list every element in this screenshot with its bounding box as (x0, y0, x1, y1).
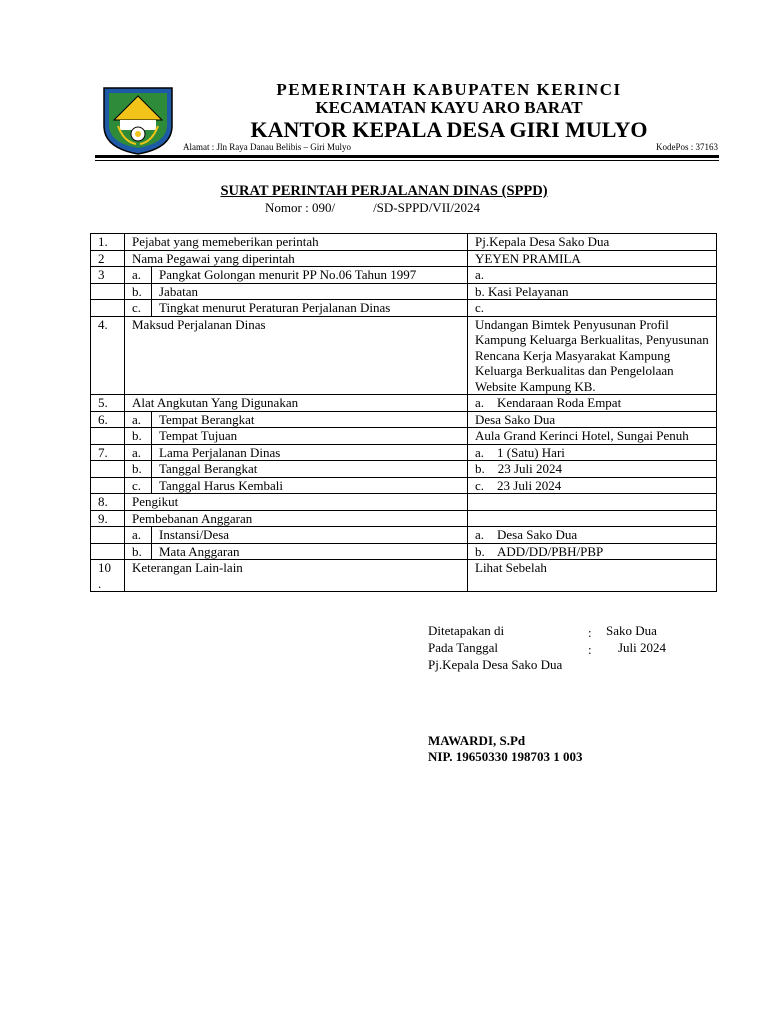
row-label: Tanggal Berangkat (152, 461, 468, 478)
row-number: 3 (91, 267, 125, 284)
row-sub-letter: b. (125, 461, 152, 478)
table-row (91, 560, 717, 592)
row-label: Pengikut (125, 494, 468, 511)
tanggal-label: Pada Tanggal (428, 640, 498, 655)
header-rule-thin (95, 160, 719, 161)
table-row (91, 461, 717, 478)
row-label: Jabatan (152, 283, 468, 300)
table-row (91, 477, 717, 494)
header-district: KECAMATAN KAYU ARO BARAT (315, 98, 583, 117)
document-number-suffix: /SD-SPPD/VII/2024 (373, 200, 480, 215)
document-title: SURAT PERINTAH PERJALANAN DINAS (SPPD) (220, 183, 548, 199)
table-row (91, 411, 717, 428)
document-number (265, 200, 480, 216)
row-number: 6. (91, 411, 125, 428)
row-sub-letter: a. (125, 444, 152, 461)
ditetapkan-value: Sako Dua (606, 623, 657, 638)
row-value: Pj.Kepala Desa Sako Dua (468, 234, 717, 251)
row-label: Alat Angkutan Yang Digunakan (125, 395, 468, 412)
row-sub-letter: b. (125, 283, 152, 300)
row-value: Undangan Bimtek Penyusunan Profil Kampung Keluarga Berkualitas, Penyusunan Rencana Kerja Masyarakat Kampung Keluarga Berkualitas dan Pengelolaan Website Kampung KB. (468, 316, 717, 395)
row-value: c. (468, 300, 717, 317)
row-value: c. 23 Juli 2024 (468, 477, 717, 494)
row-sub-letter: a. (125, 267, 152, 284)
document-number-prefix: Nomor : 090/ (265, 200, 336, 215)
row-label: Tempat Berangkat (152, 411, 468, 428)
row-number (91, 543, 125, 560)
table-row (91, 428, 717, 445)
row-value: Aula Grand Kerinci Hotel, Sungai Penuh (468, 428, 717, 445)
row-number (91, 283, 125, 300)
row-number: 1. (91, 234, 125, 251)
row-label: Nama Pegawai yang diperintah (125, 250, 468, 267)
table-row (91, 494, 717, 511)
row-number (91, 527, 125, 544)
row-value: b. Kasi Pelayanan (468, 283, 717, 300)
ditetapkan-label: Ditetapakan di (428, 623, 505, 638)
row-label: Mata Anggaran (152, 543, 468, 560)
table-row (91, 543, 717, 560)
row-value: b. 23 Juli 2024 (468, 461, 717, 478)
row-number: 8. (91, 494, 125, 511)
row-number: 10 . (91, 560, 125, 592)
row-number (91, 461, 125, 478)
table-row (91, 267, 717, 284)
row-label: Lama Perjalanan Dinas (152, 444, 468, 461)
row-sub-letter: c. (125, 477, 152, 494)
row-number: 4. (91, 316, 125, 395)
sppd-table (90, 233, 717, 592)
header-government: PEMERINTAH KABUPATEN KERINCI (276, 80, 622, 99)
row-number: 7. (91, 444, 125, 461)
row-number: 9. (91, 510, 125, 527)
row-value: a. 1 (Satu) Hari (468, 444, 717, 461)
signer-position: Pj.Kepala Desa Sako Dua (428, 657, 563, 672)
row-label: Tanggal Harus Kembali (152, 477, 468, 494)
header-address: Alamat : Jln Raya Danau Belibis – Giri Mulyo (183, 142, 351, 152)
row-label: Keterangan Lain-lain (125, 560, 468, 592)
tanggal-value: Juli 2024 (618, 640, 667, 655)
table-row (91, 510, 717, 527)
row-label: Pangkat Golongan menurit PP No.06 Tahun 1997 (152, 267, 468, 284)
row-number: 2 (91, 250, 125, 267)
table-row (91, 300, 717, 317)
table-row (91, 527, 717, 544)
row-value: b. ADD/DD/PBH/PBP (468, 543, 717, 560)
table-row (91, 444, 717, 461)
signer-nip: NIP. 19650330 198703 1 003 (428, 749, 583, 764)
row-label: Maksud Perjalanan Dinas (125, 316, 468, 395)
row-value (468, 494, 717, 511)
row-label: Instansi/Desa (152, 527, 468, 544)
signer-name: MAWARDI, S.Pd (428, 733, 526, 748)
tanggal-colon: : (588, 642, 592, 657)
row-label: Tempat Tujuan (152, 428, 468, 445)
table-row (91, 316, 717, 395)
row-sub-letter: b. (125, 428, 152, 445)
table-row (91, 250, 717, 267)
row-sub-letter: a. (125, 411, 152, 428)
header-rule-thick (95, 155, 719, 158)
row-value: Lihat Sebelah (468, 560, 717, 592)
row-value: a. (468, 267, 717, 284)
row-value: YEYEN PRAMILA (468, 250, 717, 267)
row-value: a. Kendaraan Roda Empat (468, 395, 717, 412)
table-row (91, 283, 717, 300)
row-label: Tingkat menurut Peraturan Perjalanan Dinas (152, 300, 468, 317)
row-number (91, 477, 125, 494)
row-value (468, 510, 717, 527)
row-value: a. Desa Sako Dua (468, 527, 717, 544)
header-office: KANTOR KEPALA DESA GIRI MULYO (250, 117, 648, 142)
table-row (91, 395, 717, 412)
row-number (91, 300, 125, 317)
table-row (91, 234, 717, 251)
ditetapkan-colon: : (588, 625, 592, 640)
row-number (91, 428, 125, 445)
row-label: Pejabat yang memeberikan perintah (125, 234, 468, 251)
header-postal-code: KodePos : 37163 (655, 142, 718, 152)
row-sub-letter: b. (125, 543, 152, 560)
row-label: Pembebanan Anggaran (125, 510, 468, 527)
row-sub-letter: a. (125, 527, 152, 544)
row-number: 5. (91, 395, 125, 412)
row-value: Desa Sako Dua (468, 411, 717, 428)
row-sub-letter: c. (125, 300, 152, 317)
